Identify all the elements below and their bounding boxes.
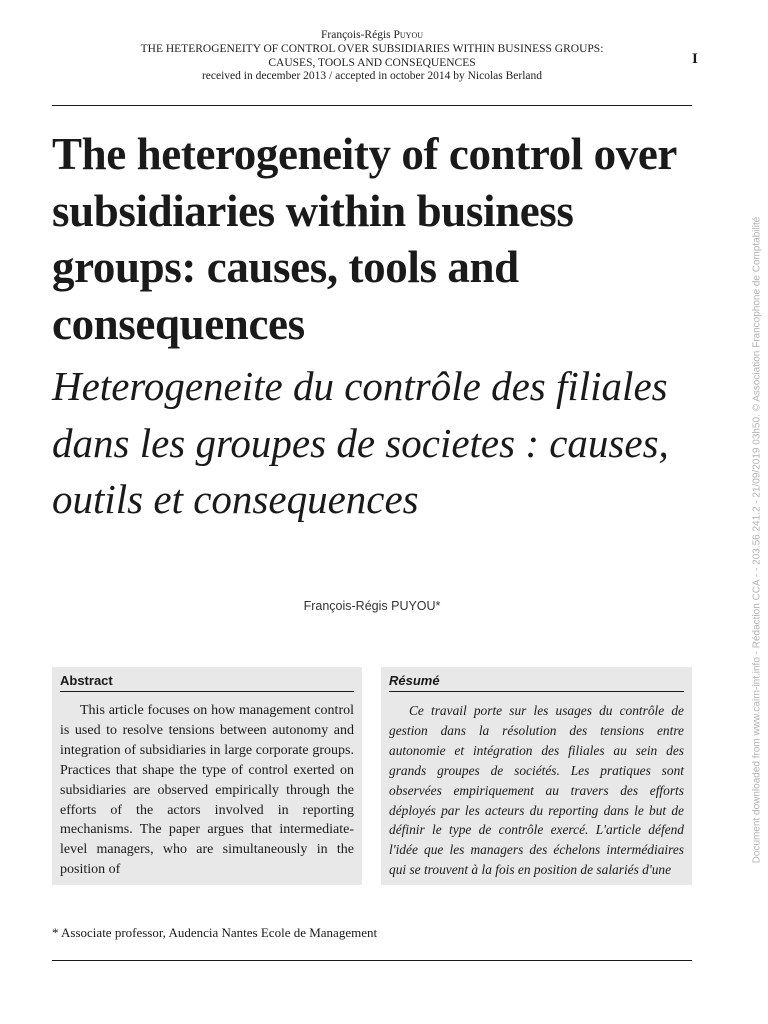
running-head-author-last: Puyou bbox=[393, 29, 424, 41]
author-byline: François-Régis PUYOU* bbox=[303, 599, 441, 613]
running-head-received: received in december 2013 / accepted in october 2014 by Nicolas Berland bbox=[201, 70, 543, 83]
running-head-author bbox=[52, 29, 692, 43]
top-rule bbox=[52, 105, 692, 106]
running-head-author-first: François-Régis bbox=[320, 29, 394, 41]
footnote: * Associate professor, Audencia Nantes Ecole de Management bbox=[52, 925, 378, 940]
article-title-english: The heterogeneity of control over subsidiaries within business groups: causes, tools and consequences bbox=[52, 129, 677, 349]
abstract-heading: Abstract bbox=[60, 673, 354, 692]
running-head-title-line1: THE HETEROGENEITY OF CONTROL OVER SUBSIDIARIES WITHIN BUSINESS GROUPS: bbox=[140, 42, 604, 55]
resume-box bbox=[381, 667, 692, 885]
page-number: I bbox=[692, 51, 698, 67]
resume-heading: Résumé bbox=[389, 673, 684, 692]
download-watermark: Document downloaded from www.cairn-int.info - Rédaction CCA - - 203.56.241.2 - 21/09/2019 03h50. © Association Francophone de Comptabilité bbox=[751, 216, 763, 864]
abstract-text: This article focuses on how management control is used to resolve tensions between autonomy and integration of subsidiaries in large corporate groups. Practices that shape the type of control exerted on subsidiaries are observed empirically through the efforts of the actors involved in reporting mechanisms. The paper argues that intermediate-level managers, who are simultaneously in the position of bbox=[60, 703, 354, 878]
bottom-rule bbox=[52, 960, 692, 961]
running-head bbox=[52, 29, 692, 84]
running-head-title-line2: CAUSES, TOOLS AND CONSEQUENCES bbox=[268, 56, 476, 69]
article-title-french: Heterogeneite du contrôle des filiales dans les groupes de societes : causes, outils et consequences bbox=[52, 363, 669, 522]
abstract-box bbox=[52, 667, 362, 885]
resume-text: Ce travail porte sur les usages du contrôle de gestion dans la résolution des tensions entre autonomie et intégration des filiales au sein des grands groupes de sociétés. Les pratiques sont observées empiriquement au travers des efforts déployés par les acteurs du reporting dans le but de définir le type de contrôle exercé. L'article défend l'idée que les managers des échelons intermédiaires qui se trouvent à la fois en position de salariés d'une bbox=[389, 703, 684, 878]
